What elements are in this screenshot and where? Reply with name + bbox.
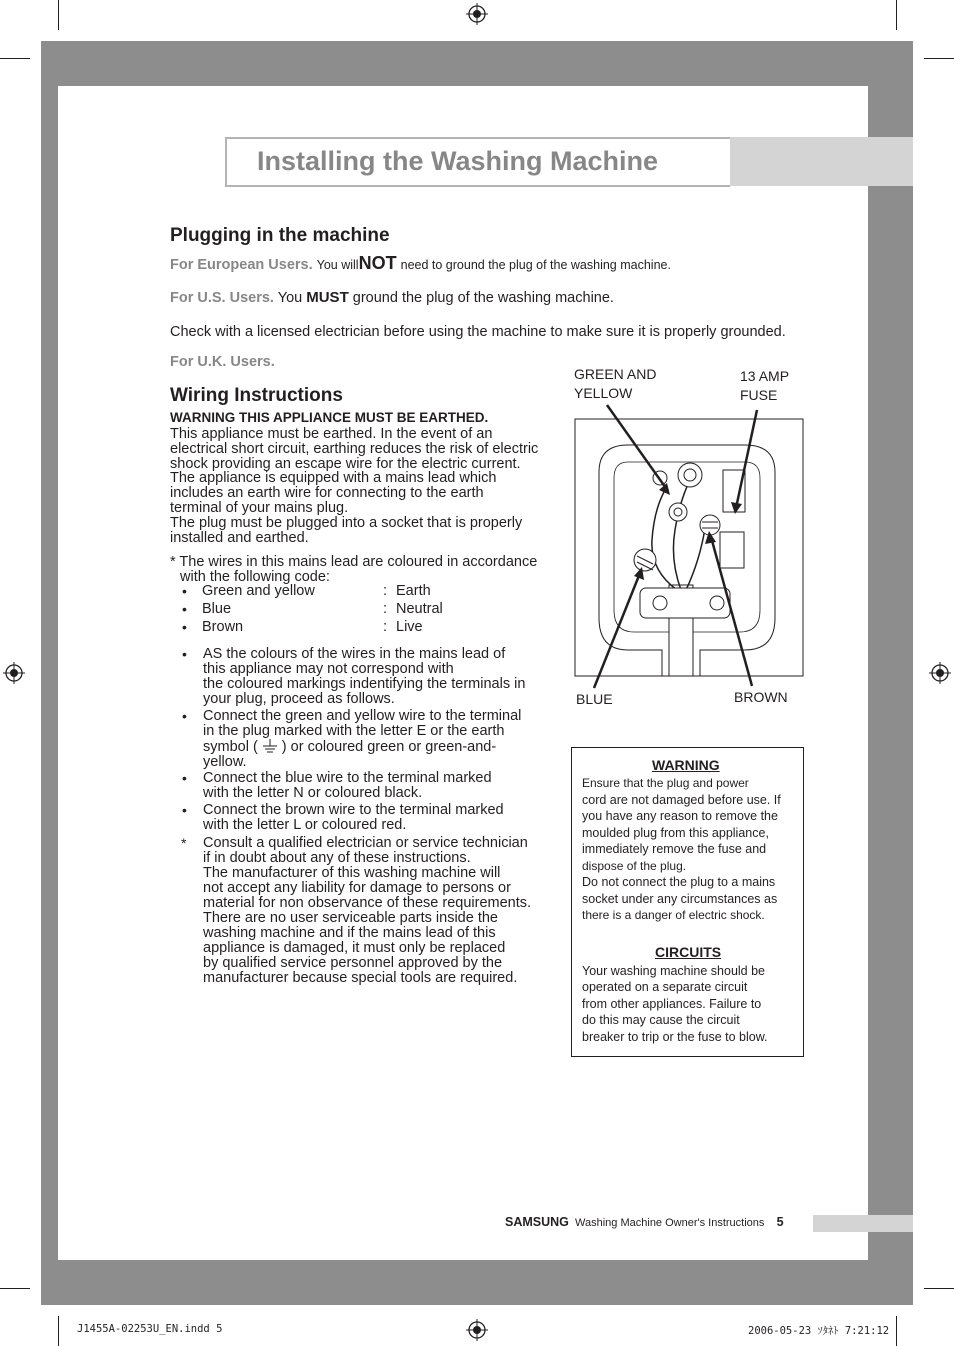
- crop-mark: [896, 1316, 897, 1346]
- instruction-item: Consult a qualified electrician or service technician if in doubt about any of these instructions. The manufacturer of this washing machine will not accept any liability for damage to persons or material for non observance of these requirements. There are no user serviceable parts inside the washing machine and if the mains lead of this appliance is damaged, it must only be replaced by qualified service personnel approved by the manufacturer because special tools are required.: [203, 835, 532, 986]
- page-title: Installing the Washing Machine: [257, 146, 659, 176]
- crop-mark: [896, 0, 897, 30]
- code-intro: * The wires in this mains lead are coloured in accordance: [170, 554, 538, 570]
- code-wire: Brown: [202, 619, 244, 635]
- circuits-heading: CIRCUITS: [655, 944, 722, 960]
- warning-heading: WARNING: [652, 757, 720, 773]
- slug-filename: J1455A-02253U_EN.indd 5: [77, 1323, 223, 1335]
- top-band: [41, 41, 913, 86]
- slug-timestamp: 2006-05-23 ｿﾀﾈﾄ 7:21:12: [748, 1325, 890, 1337]
- uk-users-label: For U.K. Users.: [170, 354, 275, 370]
- plugging-heading: Plugging in the machine: [170, 225, 390, 246]
- code-terminal: Neutral: [396, 601, 443, 617]
- crop-mark: [0, 1288, 30, 1289]
- european-users-line: For European Users. You willNOT need to ground the plug of the washing machine.: [170, 253, 671, 273]
- label-green-yellow: GREEN AND: [574, 366, 657, 382]
- crop-mark: [924, 1288, 954, 1289]
- european-users-label: For European Users.: [170, 257, 313, 273]
- instruction-item: Connect the blue wire to the terminal marked with the letter N or coloured black.: [203, 770, 492, 801]
- check-electrician-text: Check with a licensed electrician before using the machine to make sure it is properly grounded.: [170, 324, 786, 340]
- code-terminal: Earth: [396, 583, 431, 599]
- registration-mark-icon: [929, 662, 951, 684]
- brand-name: SAMSUNG: [505, 1215, 569, 1229]
- registration-mark-icon: [3, 662, 25, 684]
- registration-mark-icon: [466, 3, 488, 25]
- title-right-block: [728, 137, 913, 186]
- label-blue: BLUE: [576, 691, 613, 707]
- code-terminal: Live: [396, 619, 423, 635]
- left-band: [41, 41, 58, 1305]
- instruction-item: Connect the brown wire to the terminal marked with the letter L or coloured red.: [203, 802, 504, 833]
- instruction-item: AS the colours of the wires in the mains lead of this appliance may not correspond with the coloured markings indentifying the terminals in your plug, proceed as follows.: [203, 646, 526, 707]
- code-wire: Green and yellow: [202, 583, 315, 599]
- wiring-heading: Wiring Instructions: [170, 385, 343, 406]
- document-name: Washing Machine Owner's Instructions: [575, 1217, 765, 1229]
- earthing-paragraph: This appliance must be earthed. In the event of an electrical short circuit, earthing reduces the risk of electric shock providing an escape wire for the electric current. The appliance is equipped with a mains lead which includes an earth wire for connecting to the earth terminal of your mains plug. The plug must be plugged into a socket that is properly installed and earthed.: [170, 426, 539, 546]
- us-users-line: For U.S. Users. You MUST ground the plug of the washing machine.: [170, 289, 614, 306]
- bottom-band: [41, 1260, 913, 1305]
- label-fuse-2: FUSE: [740, 387, 778, 403]
- label-fuse: 13 AMP: [740, 368, 790, 384]
- page-footer: [505, 1214, 784, 1231]
- registration-mark-icon: [466, 1319, 488, 1341]
- plug-wiring-diagram: [560, 400, 810, 700]
- earthing-warning: WARNING THIS APPLIANCE MUST BE EARTHED.: [170, 410, 489, 425]
- label-green-yellow-2: YELLOW: [574, 385, 633, 401]
- right-band: [868, 41, 913, 1305]
- crop-mark: [58, 1316, 59, 1346]
- us-users-label: For U.S. Users.: [170, 290, 274, 306]
- crop-mark: [0, 58, 30, 59]
- code-intro-2: with the following code:: [180, 569, 330, 585]
- instruction-item: Connect the green and yellow wire to the terminal in the plug marked with the letter E or the earth symbol ( ) or coloured green or green-and- yellow.: [203, 708, 522, 770]
- code-wire: Blue: [202, 601, 232, 617]
- footer-tab: [813, 1215, 913, 1232]
- crop-mark: [924, 58, 954, 59]
- label-brown: BROWN: [734, 689, 788, 705]
- earth-symbol-icon: [260, 739, 280, 753]
- page-number: 5: [776, 1215, 784, 1229]
- crop-mark: [58, 0, 59, 30]
